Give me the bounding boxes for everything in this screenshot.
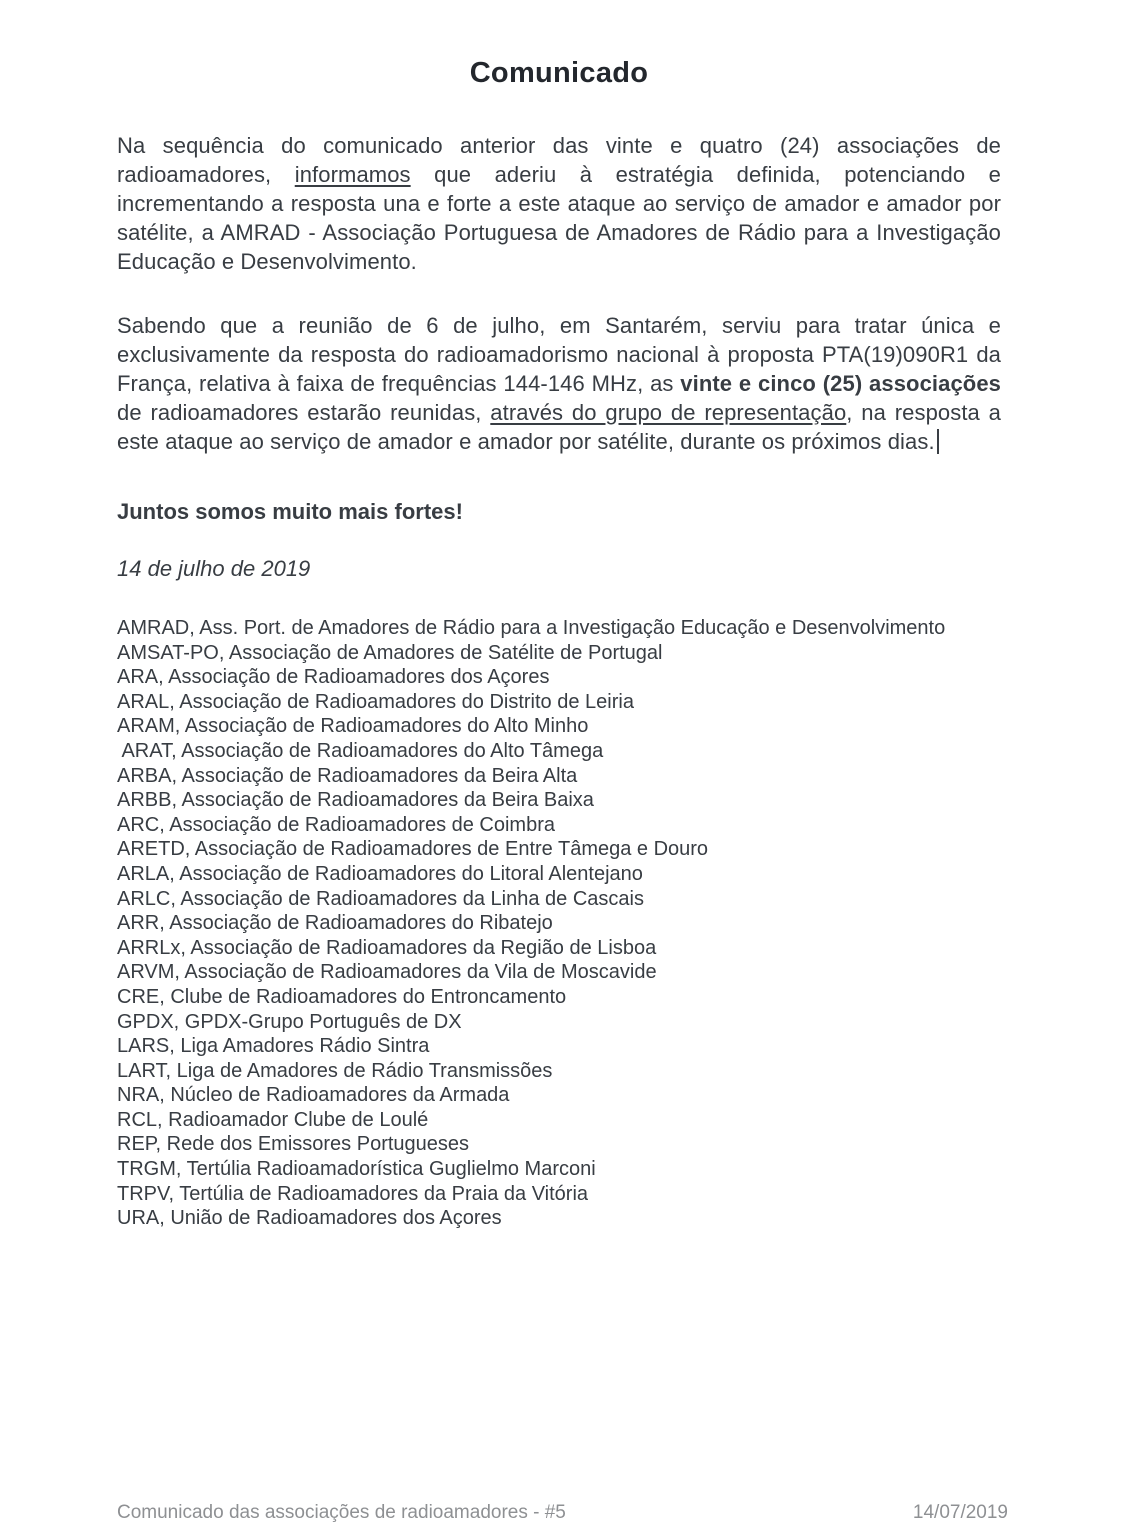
association-item: ARR, Associação de Radioamadores do Ribatejo xyxy=(117,912,553,935)
date-line[interactable]: 14 de julho de 2019 xyxy=(117,556,311,581)
text-segment-bold: vinte e cinco (25) associações xyxy=(680,371,1001,396)
paragraph-intro[interactable] xyxy=(117,131,1001,276)
association-item: CRE, Clube de Radioamadores do Entroncamento xyxy=(117,985,567,1008)
footer-date: 14/07/2019 xyxy=(912,1502,1008,1523)
association-item: RCL, Radioamador Clube de Loulé xyxy=(117,1108,429,1131)
paragraph-meeting[interactable] xyxy=(117,311,1001,456)
slogan-line[interactable]: Juntos somos muito mais fortes! xyxy=(117,499,463,524)
association-item: NRA, Núcleo de Radioamadores da Armada xyxy=(117,1084,510,1107)
association-item: ARAM, Associação de Radioamadores do Alto Minho xyxy=(117,715,589,738)
association-item: TRGM, Tertúlia Radioamadorística Guglielmo Marconi xyxy=(117,1158,596,1181)
text-cursor-caret xyxy=(937,429,939,454)
association-item: ARBA, Associação de Radioamadores da Beira Alta xyxy=(117,764,578,787)
association-item: ARLA, Associação de Radioamadores do Litoral Alentejano xyxy=(117,862,643,885)
association-item: ARETD, Associação de Radioamadores de Entre Tâmega e Douro xyxy=(117,838,709,861)
association-item: ARAT, Associação de Radioamadores do Alto Tâmega xyxy=(117,739,604,762)
association-item: REP, Rede dos Emissores Portugueses xyxy=(117,1133,470,1156)
association-item: GPDX, GPDX-Grupo Português de DX xyxy=(117,1010,462,1033)
association-item: LARS, Liga Amadores Rádio Sintra xyxy=(117,1035,430,1058)
association-item: ARRLx, Associação de Radioamadores da Região de Lisboa xyxy=(117,936,657,959)
footer-document-label: Comunicado das associações de radioamadores - #5 xyxy=(117,1502,566,1523)
paragraph-meeting-text xyxy=(117,313,1001,454)
text-segment-underline: informamos xyxy=(294,162,411,187)
association-item: URA, União de Radioamadores dos Açores xyxy=(117,1207,502,1230)
association-item: ARC, Associação de Radioamadores de Coimbra xyxy=(117,813,555,836)
text-segment: Sabendo que a reunião de 6 de julho, em Santarém, serviu para tratar única e exclusivamente da resposta do radioamadorismo nacional à proposta PTA(19)090R1 da França, relativa à faixa de frequências 144-146 MHz, as xyxy=(117,313,1001,396)
association-item: ARLC, Associação de Radioamadores da Linha de Cascais xyxy=(117,887,644,910)
associations-list[interactable] xyxy=(117,616,1001,1231)
association-item: AMRAD, Ass. Port. de Amadores de Rádio para a Investigação Educação e Desenvolvimento xyxy=(117,617,946,639)
association-item: ARVM, Associação de Radioamadores da Vila de Moscavide xyxy=(117,961,657,984)
association-item: ARBB, Associação de Radioamadores da Beira Baixa xyxy=(117,789,594,812)
association-item: AMSAT-PO, Associação de Amadores de Satélite de Portugal xyxy=(117,641,663,664)
text-segment: , na resposta a este ataque ao serviço de amador e amador por satélite, durante os próximos dias. xyxy=(117,400,1001,454)
text-segment-underline: através do grupo de representação xyxy=(490,400,847,425)
association-item: ARAL, Associação de Radioamadores do Distrito de Leiria xyxy=(117,690,634,713)
text-segment: Na sequência do comunicado anterior das vinte e quatro (24) associações de radioamadores, xyxy=(117,133,1001,187)
document-title[interactable]: Comunicado xyxy=(469,57,649,89)
association-item: TRPV, Tertúlia de Radioamadores da Praia da Vitória xyxy=(117,1182,589,1205)
association-item: ARA, Associação de Radioamadores dos Açores xyxy=(117,666,550,689)
association-item: LART, Liga de Amadores de Rádio Transmissões xyxy=(117,1059,553,1082)
text-segment: de radioamadores estarão reunidas, xyxy=(117,400,491,425)
page-footer xyxy=(117,1501,1008,1525)
text-segment: que aderiu à estratégia definida, potenciando e incrementando a resposta una e forte a este ataque ao serviço de amador e amador por satélite, a AMRAD - Associação Portuguesa de Amadores de Rádio para a Investigação Educação e Desenvolvimento. xyxy=(117,162,1001,274)
